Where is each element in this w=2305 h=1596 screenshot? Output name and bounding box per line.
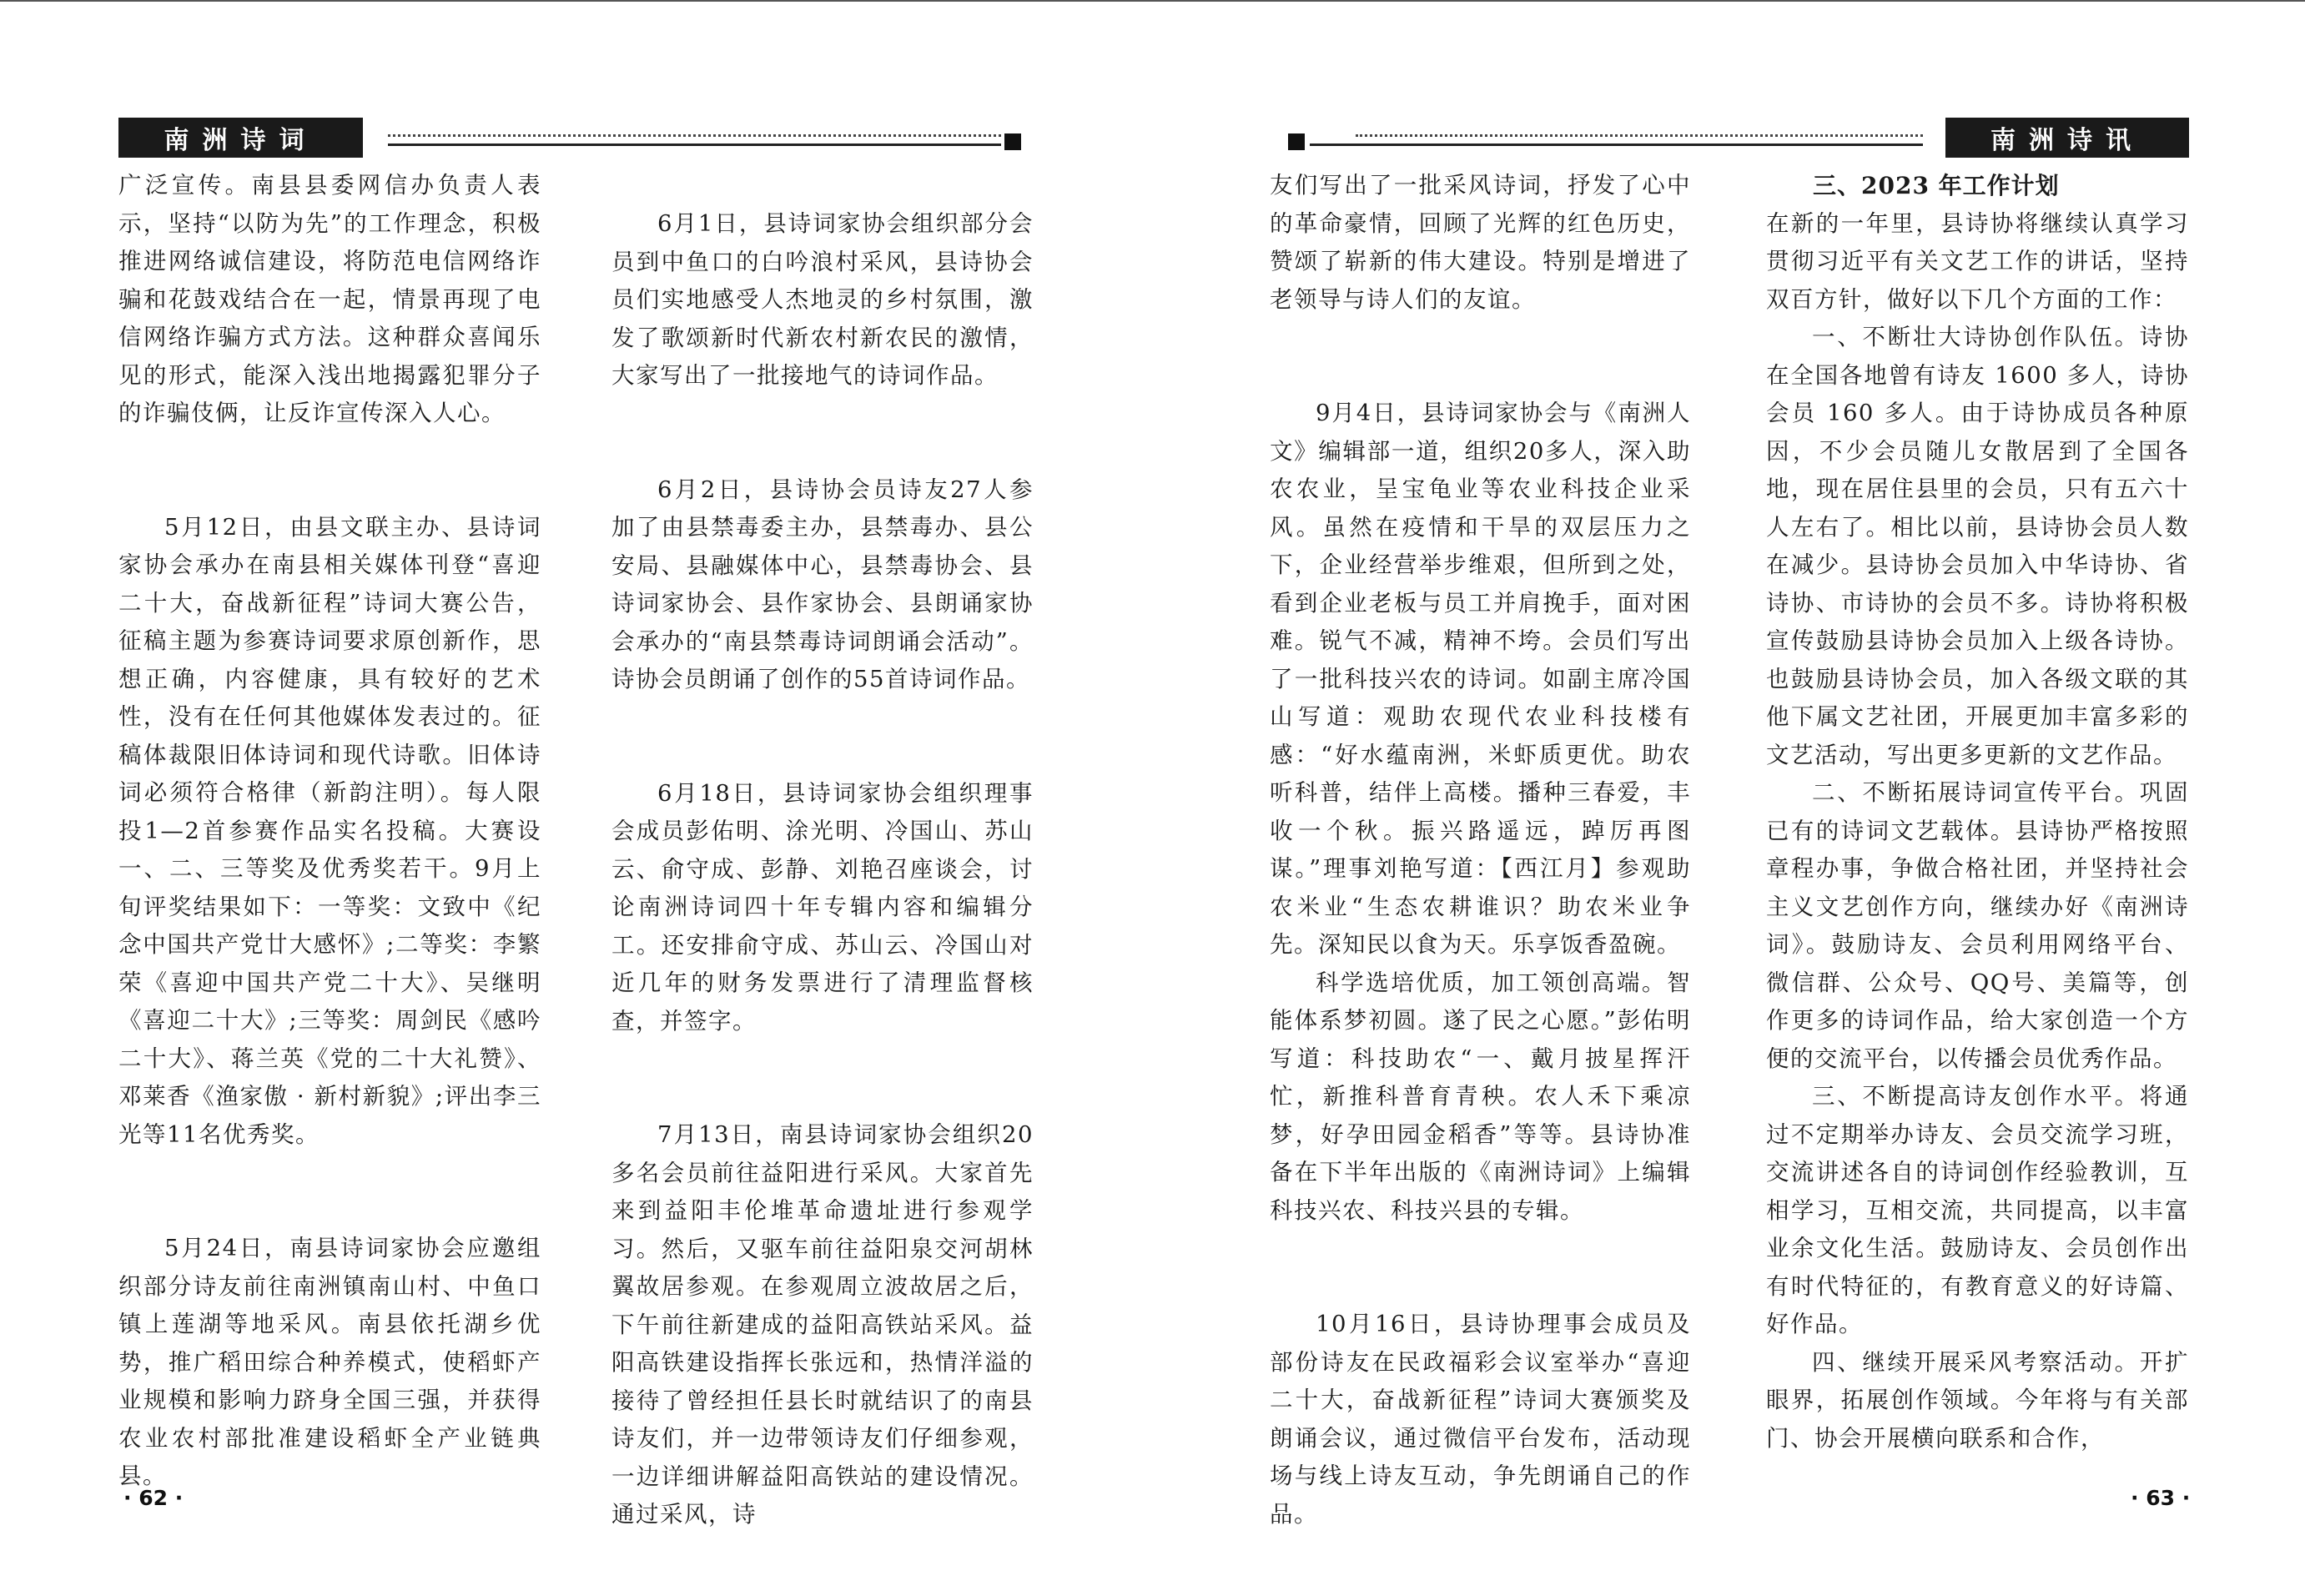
right-header-square-marker: [1288, 133, 1305, 150]
right-header-solid-line: [1310, 143, 1923, 146]
article-paragraph: 一、不断壮大诗协创作队伍。诗协在全国各地曾有诗友 1600 多人，诗协会员 160 多人。由于诗协成员各种原因，不少会员随儿女散居到了全国各地，现在居住县里的会员，只有五六十人左右了。相比以前，县诗协会员人数在减少。县诗协会员加入中华诗协、省诗协、市诗协的会员不多。诗协将积极宣传鼓励县诗协会员加入上级各诗协。也鼓励县诗协会员，加入各级文联的其他下属文艺社团，开展更加丰富多彩的文艺活动，写出更多更新的文艺作品。: [1766, 324, 2189, 768]
article-paragraph: 6月2日，县诗协会员诗友27人参加了由县禁毒委主办，县禁毒办、县公安局、县融媒体中心，县禁毒协会、县诗词家协会、县作家协会、县朗诵家协会承办的“南县禁毒诗词朗诵会活动”。诗协会员朗诵了创作的55首诗词作品。: [611, 476, 1034, 692]
article-paragraph: 5月24日，南县诗词家协会应邀组织部分诗友前往南洲镇南山村、中鱼口镇上莲湖等地采风。南县依托湖乡优势，推广稻田综合种养模式，使稻虾产业规模和影响力跻身全国三强，并获得农业农村部批准建设稻虾全产业链典县。: [118, 1235, 541, 1489]
article-paragraph: 二、不断拓展诗词宣传平台。巩固已有的诗词文艺载体。县诗协严格按照章程办事，争做合格社团，并坚持社会主义文艺创作方向，继续办好《南洲诗词》。鼓励诗友、会员利用网络平台、微信群、公众号、QQ号、美篇等，创作更多的诗词作品，给大家创造一个方便的交流平台，以传播会员优秀作品。: [1766, 779, 2189, 1072]
paragraph-spacer: [118, 1154, 541, 1230]
left-page-column-2: [611, 205, 1034, 1534]
right-page-column-2: [1766, 167, 2189, 1458]
article-paragraph: 5月12日，由县文联主办、县诗词家协会承办在南县相关媒体刊登“喜迎二十大，奋战新征程”诗词大赛公告，征稿主题为参赛诗词要求原创新作，思想正确，内容健康，具有较好的艺术性，没有在任何其他媒体发表过的。征稿体裁限旧体诗词和现代诗歌。旧体诗词必须符合格律（新韵注明）。每人限投1—2首参赛作品实名投稿。大赛设一、二、三等奖及优秀奖若干。9月上旬评奖结果如下：一等奖：文致中《纪念中国共产党廿大感怀》;二等奖：李繁荣《喜迎中国共产党二十大》、吴继明《喜迎二十大》;三等奖：周剑民《感吟二十大》、蒋兰英《党的二十大礼赞》、邓莱香《渔家傲 · 新村新貌》;评出李三光等11名优秀奖。: [118, 513, 541, 1148]
section-heading: 三、2023 年工作计划: [1813, 172, 2060, 199]
left-page-header-label: 南洲诗词: [118, 118, 363, 158]
article-paragraph: 友们写出了一批采风诗词，抒发了心中的革命豪情，回顾了光辉的红色历史，赞颂了崭新的伟大建设。特别是增进了老领导与诗人们的友谊。: [1270, 172, 1691, 313]
left-header-square-marker: [1004, 133, 1021, 150]
right-page-column-1: [1270, 167, 1691, 1533]
article-paragraph: 6月18日，县诗词家协会组织理事会成员彭佑明、涂光明、冷国山、苏山云、俞守成、彭静、刘艳召座谈会，讨论南洲诗词四十年专辑内容和编辑分工。还安排俞守成、苏山云、冷国山对近几年的财务发票进行了清理监督核查，并签字。: [611, 779, 1034, 1035]
article-paragraph: 7月13日，南县诗词家协会组织20多名会员前往益阳进行采风。大家首先来到益阳丰伦堆革命遗址进行参观学习。然后，又驱车前往益阳泉交河胡林翼故居参观。在参观周立波故居之后，下午前往新建成的益阳高铁站采风。益阳高铁建设指挥长张远和，热情洋溢的接待了曾经担任县长时就结识了的南县诗友们，并一边带领诗友们仔细参观，一边详细讲解益阳高铁站的建设情况。通过采风，诗: [611, 1121, 1034, 1528]
article-paragraph: 9月4日，县诗词家协会与《南洲人文》编辑部一道，组织20多人，深入助农农业，呈宝龟业等农业科技企业采风。虽然在疫情和干旱的双层压力之下，企业经营举步维艰，但所到之处，看到企业老板与员工并肩挽手，面对困难。锐气不减，精神不垮。会员们写出了一批科技兴农的诗词。如副主席冷国山写道：观助农现代农业科技楼有感：“好水蕴南洲，米虾质更优。助农听科普，结伴上高楼。播种三春爱，丰收一个秋。振兴路遥远，踔厉再图谋。”理事刘艳写道：【西江月】参观助农米业“生态农耕谁识？助农米业争先。深知民以食为天。乐享饭香盈碗。: [1270, 400, 1691, 958]
left-header-solid-line: [388, 143, 1001, 146]
paragraph-spacer: [611, 395, 1034, 471]
left-page-number: · 62 ·: [123, 1486, 184, 1510]
left-page: [0, 0, 1152, 1596]
right-page: [1152, 0, 2305, 1596]
article-paragraph: 三、不断提高诗友创作水平。将通过不定期举办诗友、会员交流学习班，交流讲述各自的诗词创作经验教训，互相学习，互相交流，共同提高，以丰富业余文化生活。鼓励诗友、会员创作出有时代特征的，有教育意义的好诗篇、好作品。: [1766, 1083, 2189, 1337]
right-page-number: · 63 ·: [2131, 1486, 2191, 1510]
paragraph-spacer: [611, 1040, 1034, 1116]
article-paragraph: 在新的一年里，县诗协将继续认真学习贯彻习近平有关文艺工作的讲话，坚持双百方针，做好以下几个方面的工作：: [1766, 209, 2189, 313]
left-page-column-1: [118, 167, 541, 1496]
right-header-dotted-line: [1356, 134, 1923, 137]
paragraph-spacer: [1270, 319, 1691, 395]
article-paragraph: 6月1日，县诗词家协会组织部分会员到中鱼口的白吟浪村采风，县诗协会员们实地感受人杰地灵的乡村氛围，激发了歌颂新时代新农村新农民的激情，大家写出了一批接地气的诗词作品。: [611, 210, 1034, 389]
article-paragraph: 10月16日，县诗协理事会成员及部份诗友在民政福彩会议室举办“喜迎二十大，奋战新征程”诗词大赛颁奖及朗诵会议，通过微信平台发布，活动现场与线上诗友互动，争先朗诵自己的作品。: [1270, 1311, 1691, 1528]
article-paragraph: 科学选培优质，加工领创高端。智能体系梦初圆。遂了民之心愿。”彭佑明写道：科技助农“一、戴月披星挥汗忙，新推科普育青秧。农人禾下乘凉梦，好孕田园金稻香”等等。县诗协准备在下半年出版的《南洲诗词》上编辑科技兴农、科技兴县的专辑。: [1270, 969, 1691, 1224]
left-header-dotted-line: [388, 134, 1001, 137]
article-paragraph: 四、继续开展采风考察活动。开扩眼界，拓展创作领域。今年将与有关部门、协会开展横向联系和合作，: [1766, 1348, 2189, 1452]
paragraph-spacer: [1270, 1230, 1691, 1306]
paragraph-spacer: [118, 433, 541, 509]
right-page-header-label: 南洲诗讯: [1945, 118, 2189, 158]
article-paragraph: 广泛宣传。南县县委网信办负责人表示，坚持“以防为先”的工作理念，积极推进网络诚信建设，将防范电信网络诈骗和花鼓戏结合在一起，情景再现了电信网络诈骗方式方法。这种群众喜闻乐见的形式，能深入浅出地揭露犯罪分子的诈骗伎俩，让反诈宣传深入人心。: [118, 172, 541, 426]
paragraph-spacer: [611, 699, 1034, 775]
